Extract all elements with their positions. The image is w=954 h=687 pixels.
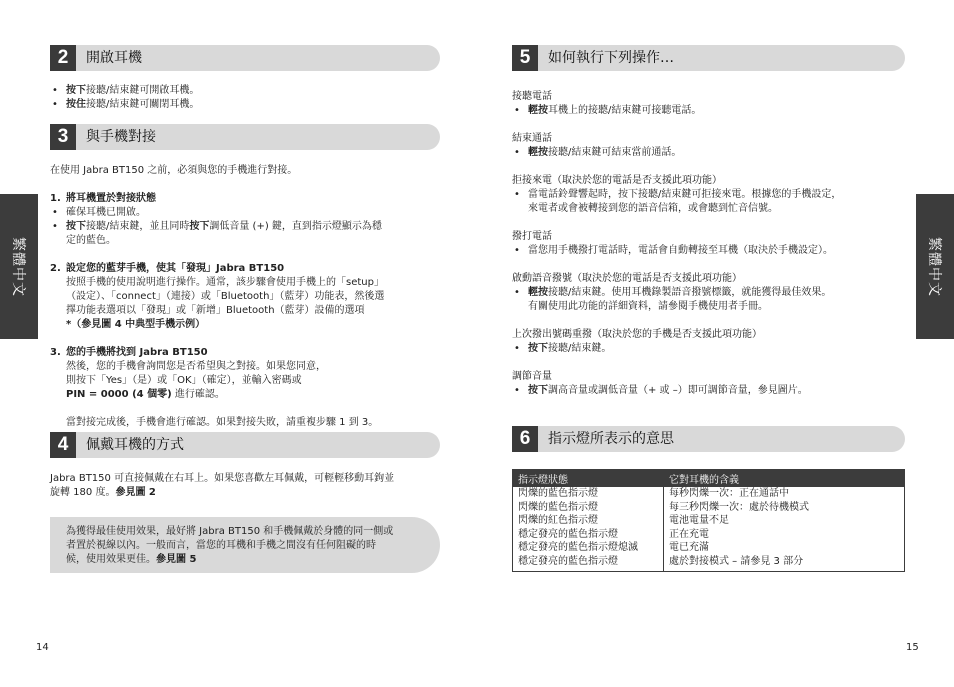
list-item: • 當電話鈴聲響起時，按下接聽/結束鍵可拒接來電。根據您的手機設定， xyxy=(512,188,912,202)
section-3-title: 與手機對接 xyxy=(86,129,156,145)
tip-note: 為獲得最佳使用效果，最好將 Jabra BT150 和手機佩戴於身體的同一側或 者置於視線以內。一般而言，當您的耳機和手機之間沒有任何阻礙的時 候，使用效果更佳。參見圖 5 xyxy=(50,517,440,573)
left-language-tab xyxy=(0,194,38,339)
table-row: 閃爍的藍色指示燈 每秒閃爍一次：正在通話中 xyxy=(513,487,905,501)
section-2-title: 開啟耳機 xyxy=(86,50,142,66)
section-2-header xyxy=(50,45,440,71)
table-row: 穩定發亮的藍色指示燈 正在充電 xyxy=(513,528,905,542)
step-2: 2. 設定您的藍芽手機，使其「發現」Jabra BT150 按照手機的使用說明進行操作。通常，該步驟會使用手機上的「setup」 （設定）、「connect」（連接）或「Bluetooth」（藍芽）功能表，然後選 擇功能表選項以「發現」或「新增」Bluetooth（藍芽）設備的選項 *（參見圖 4 中典型手機示例） xyxy=(50,263,385,330)
list-item: • 輕按接聽/結束鍵。使用耳機錄製語音撥號標籤，就能獲得最佳效果。 xyxy=(512,286,912,300)
list-item: • 輕按耳機上的接聽/結束鍵可接聽電話。 xyxy=(512,104,912,118)
section-2-number: 2 xyxy=(50,45,76,71)
left-language-tab-label: 繁體中文 xyxy=(10,236,26,297)
section-3-body: 在使用 Jabra BT150 之前，必須與您的手機進行對接。 1. 將耳機置於對接狀態 • 確保耳機已開啟。 • 按下接聽/結束鍵，並且同時按下調低音量 (+) 鍵，直到指示燈顯示為穩 定的藍色。 2. 設定您的藍芽手機，使其「發現」Jabra BT150 按照手機的使用說明進行操作。通常，該步驟會使用手機上的「setup」 （設定）、「connect」（連接）或「Bluetooth」（藍芽）功能表，然後選 擇功能表選項以「發現」或「新增」Bluetooth（藍芽）設備的選項 *（參見圖 4 中典型手機示例） 3. 您的手機將找到 Jabra BT150 然後，您的手機會詢問您是否希望與之對接。如果您同意， 則按下「Yes」（是）或「OK」（確定），並輸入密碼或 PIN = 0000 (4 個零) 進行確認。 當對接完成後，手機會進行確認。如果對接失敗，請重複步驟 1 到 3。 xyxy=(50,164,442,430)
table-row: 閃爍的藍色指示燈 每三秒閃爍一次：處於待機模式 xyxy=(513,501,905,515)
table-header: 指示燈狀態 xyxy=(513,470,664,488)
section-6-number: 6 xyxy=(512,426,538,452)
section-4-header xyxy=(50,432,440,458)
table-row: 閃爍的紅色指示燈 電池電量不足 xyxy=(513,514,905,528)
section-5-body: 接聽電話 • 輕按耳機上的接聽/結束鍵可接聽電話。 結束通話 • 輕按接聽/結束鍵可結束當前通話。 拒接來電（取決於您的電話是否支援此項功能） • 當電話鈴聲響起時，按下接聽/結束鍵可拒接來電。根據您的手機設定， 來電者或會被轉接到您的語音信箱，或會聽到忙音信號。 撥打電話 • 當您用手機撥打電話時，電話會自動轉接至耳機（取決於手機設定）。 啟動語音撥號（取決於您的電話是否支援此項功能） • 輕按接聽/結束鍵。使用耳機錄製語音撥號標籤，就能獲得最佳效果。 有關使用此功能的詳細資料，請參閱手機使用者手冊。 上次撥出號碼重撥（取決於您的手機是否支援此項功能） • 按下接聽/結束鍵。 調節音量 • 按下調高音量或調低音量（+ 或 –）即可調節音量，參見圖片。 xyxy=(512,90,912,398)
section-4-number: 4 xyxy=(50,432,76,458)
list-item: • 按住接聽/結束鍵可關閉耳機。 xyxy=(50,98,440,112)
step-1: 1. 將耳機置於對接狀態 xyxy=(50,193,156,204)
section-5-header xyxy=(512,45,905,71)
section-4-body: Jabra BT150 可直接佩戴在右耳上。如果您喜歡左耳佩戴，可輕輕移動耳鉤並 旋轉 180 度。參見圖 2 xyxy=(50,473,395,498)
list-item: • 按下調高音量或調低音量（+ 或 –）即可調節音量，參見圖片。 xyxy=(512,384,912,398)
section-2-body xyxy=(50,84,440,112)
indicator-table xyxy=(512,469,905,572)
list-item: • 按下接聽/結束鍵。 xyxy=(512,342,912,356)
table-row: 穩定發亮的藍色指示燈熄滅 電已充滿 xyxy=(513,541,905,555)
section-4-title: 佩戴耳機的方式 xyxy=(86,437,184,453)
right-language-tab xyxy=(916,194,954,339)
section-6-title: 指示燈所表示的意思 xyxy=(548,431,674,447)
table-row: 穩定發亮的藍色指示燈 處於對接模式 – 請參見 3 部分 xyxy=(513,555,905,572)
list-item: • 當您用手機撥打電話時，電話會自動轉接至耳機（取決於手機設定）。 xyxy=(512,244,912,258)
page-number-left: 14 xyxy=(36,642,49,653)
list-item: • 確保耳機已開啟。 xyxy=(50,206,442,220)
section-5-title: 如何執行下列操作… xyxy=(548,50,674,66)
list-item: • 按下接聽/結束鍵可開啟耳機。 xyxy=(50,84,440,98)
table-header: 它對耳機的含義 xyxy=(664,470,905,488)
section-6-header xyxy=(512,426,905,452)
page-number-right: 15 xyxy=(906,642,919,653)
section-5-number: 5 xyxy=(512,45,538,71)
step-3: 3. 您的手機將找到 Jabra BT150 然後，您的手機會詢問您是否希望與之對接。如果您同意， 則按下「Yes」（是）或「OK」（確定），並輸入密碼或 PIN = 0000 (4 個零) 進行確認。 當對接完成後，手機會進行確認。如果對接失敗，請重複步驟 1 到 3。 xyxy=(50,347,379,428)
section-3-header xyxy=(50,124,440,150)
list-item: • 按下接聽/結束鍵，並且同時按下調低音量 (+) 鍵，直到指示燈顯示為穩 xyxy=(50,220,442,234)
right-language-tab-label: 繁體中文 xyxy=(926,236,942,297)
section-3-intro: 在使用 Jabra BT150 之前，必須與您的手機進行對接。 xyxy=(50,165,298,176)
section-3-number: 3 xyxy=(50,124,76,150)
list-item: • 輕按接聽/結束鍵可結束當前通話。 xyxy=(512,146,912,160)
